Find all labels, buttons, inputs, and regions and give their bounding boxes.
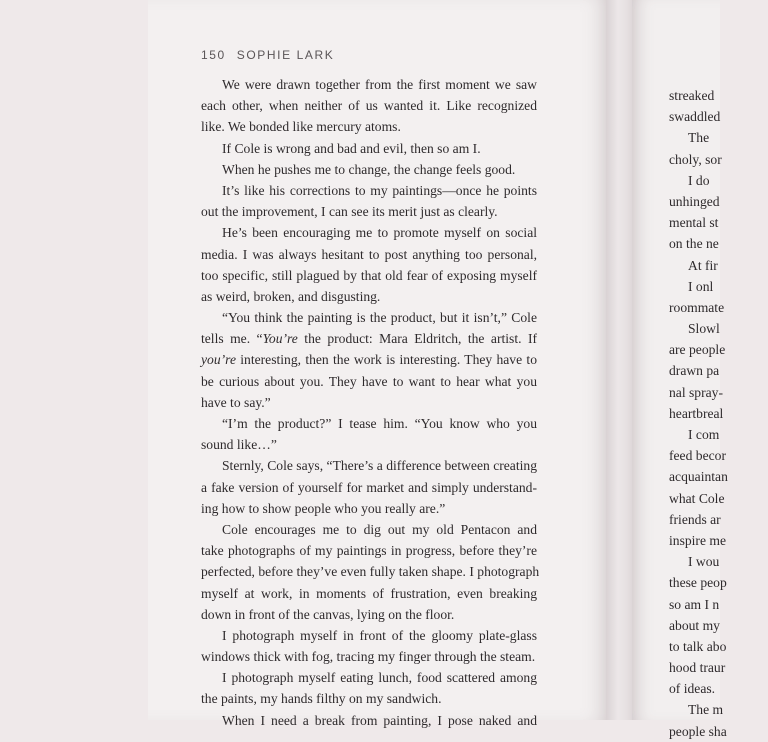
text-line: mental st [669, 215, 719, 231]
text-line: about my [669, 617, 720, 633]
text-line: Sternly, Cole says, “There’s a difference between creating [222, 458, 537, 474]
text-line: these peop [669, 575, 727, 591]
running-header [201, 48, 334, 62]
text-line: roommate [669, 299, 725, 315]
text-line: windows thick with fog, tracing my finger through the steam. [201, 649, 536, 665]
text-line: friends ar [669, 511, 721, 527]
text-line: nal spray- [669, 384, 723, 400]
text-line: When I need a break from painting, I pose naked and [222, 712, 537, 728]
text-line: choly, sor [669, 151, 722, 167]
text-line: “I’m the product?” I tease him. “You know who you [222, 416, 537, 431]
text-line: each other, when neither of us wanted it. Like recognized [201, 98, 537, 114]
text-line: so am I n [669, 596, 720, 612]
text-line: If Cole is wrong and bad and evil, then so am I. [222, 140, 481, 156]
text-line: people sha [669, 723, 727, 739]
text-line: He’s been encouraging me to promote myself on social [222, 225, 537, 241]
text-line: what Cole [669, 490, 725, 506]
text-line: the paints, my hands filthy on my sandwich. [201, 691, 442, 707]
text-line: of ideas. [669, 681, 716, 697]
text-line: hood traur [669, 660, 726, 676]
text-line: I do [688, 172, 710, 188]
page-number: 150 [201, 48, 226, 62]
text-line: feed becor [669, 448, 726, 464]
text-line: Cole encourages me to dig out my old Pentacon and [222, 521, 537, 537]
text-line: I wou [688, 554, 720, 570]
text-line: to talk abo [669, 638, 727, 654]
text-line: perfected, before they’ve even fully taken shape. I photograph [201, 564, 540, 580]
text-line: are people [669, 342, 726, 358]
text-line: drawn pa [669, 363, 720, 379]
text-line: a fake version of yourself for market and simply understand- [201, 479, 537, 495]
text-line: have to say.” [201, 394, 271, 410]
text-line: inspire me [669, 532, 727, 548]
right-page-body [669, 85, 768, 742]
text-line: out the improvement, I can see its merit just as clearly. [201, 204, 498, 220]
text-line: too specific, still plagued by that old fear of exposing myself [201, 267, 537, 283]
text-line: you’re interesting, then the work is interesting. They have to [201, 352, 537, 368]
text-line: ing how to show people who you really are.” [201, 500, 446, 516]
author-name: SOPHIE LARK [236, 48, 335, 62]
text-line: on the ne [669, 236, 719, 252]
text-line: sound like…” [201, 437, 277, 453]
text-line: unhinged [669, 193, 720, 209]
text-line: I onl [688, 278, 714, 294]
text-line: I photograph myself in front of the gloomy plate-glass [222, 627, 537, 643]
text-line: We were drawn together from the first moment we saw [222, 77, 537, 92]
text-line: The m [688, 702, 724, 718]
text-line: tells me. “You’re the product: Mara Eldritch, the artist. If [201, 331, 537, 347]
text-line: When he pushes me to change, the change feels good. [222, 161, 516, 177]
text-line: be curious about you. They have to want to hear what you [201, 373, 537, 389]
text-line: streaked [669, 88, 715, 103]
text-line: swaddled [669, 109, 721, 125]
text-line: At fir [688, 257, 718, 273]
text-line: The [688, 130, 710, 146]
text-line: I photograph myself eating lunch, food scattered among [222, 670, 537, 686]
text-line: as weird, broken, and disgusting. [201, 288, 381, 304]
text-line: myself at work, in moments of frustration, even breaking [201, 585, 537, 601]
text-line: I com [688, 427, 720, 442]
left-page-body [201, 74, 540, 731]
text-line: acquaintan [669, 469, 728, 485]
text-line: media. I was always hesitant to post anything too personal, [201, 246, 537, 262]
text-line: “You think the painting is the product, but it isn’t,” Cole [222, 310, 537, 326]
text-line: heartbreal [669, 405, 724, 421]
text-line: It’s like his corrections to my paintings—once he points [222, 182, 537, 198]
text-line: down in front of the canvas, lying on the floor. [201, 606, 455, 622]
text-line: like. We bonded like mercury atoms. [201, 119, 401, 135]
text-line: Slowl [688, 321, 720, 337]
text-line: take photographs of my paintings in progress, before they’re [201, 543, 537, 559]
